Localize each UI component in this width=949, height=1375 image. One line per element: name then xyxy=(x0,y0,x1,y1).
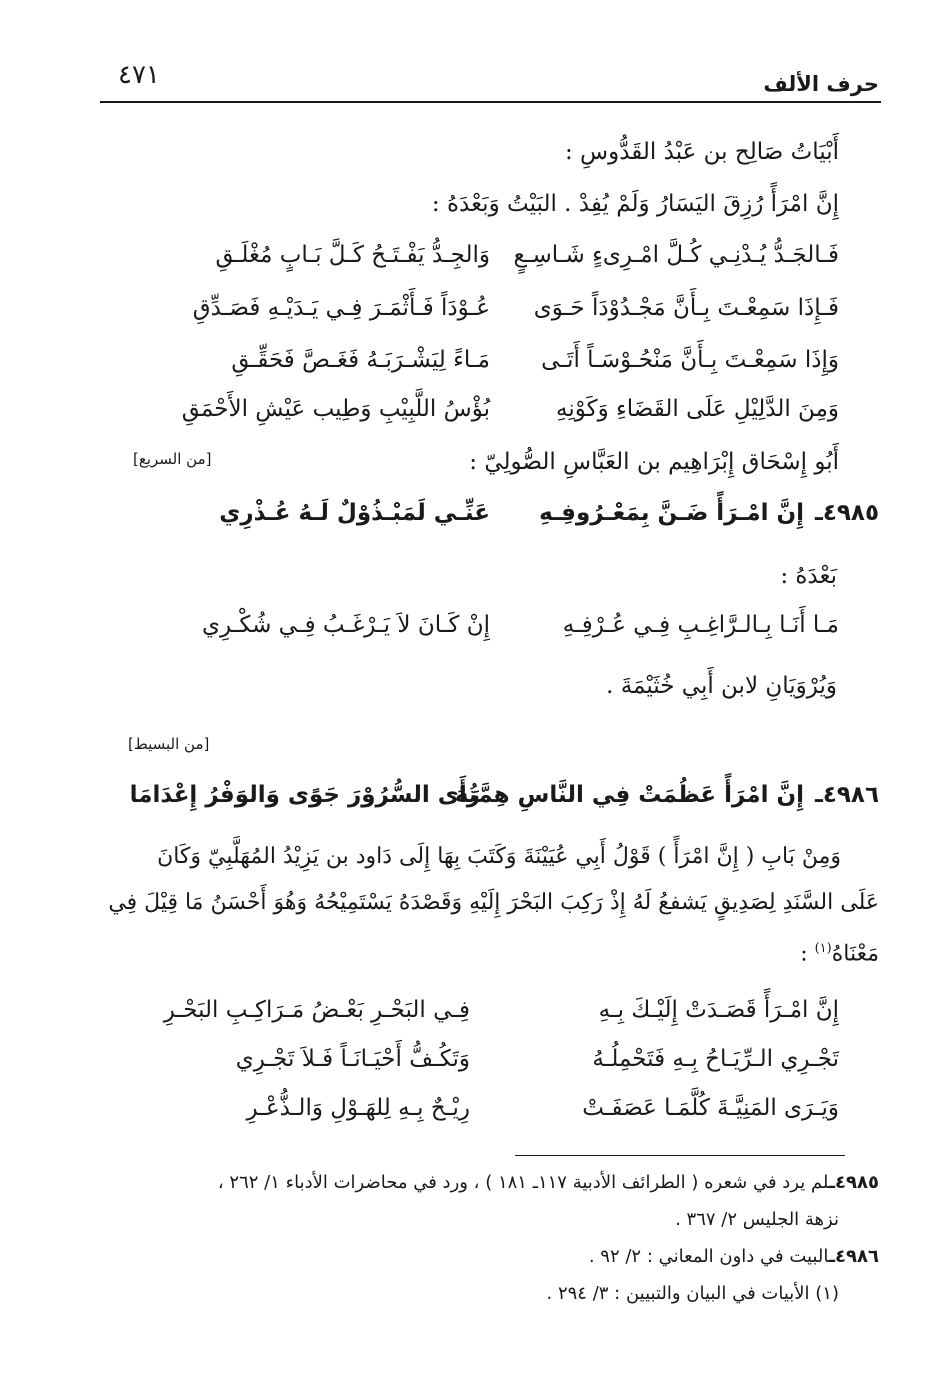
verse-c3-left: رِيْـحٌ بِـهِ لِلهَـوْلِ وَالـذُّعْـرِ xyxy=(246,1095,470,1121)
entry-4986-left: رَأَى السُّرُوْرَ جَوًى وَالوَفْرُ إِعْدَامَا xyxy=(129,782,480,808)
entry-4986-number: ٤٩٨٦ـ xyxy=(814,782,879,808)
footnote-4986 xyxy=(90,1244,879,1270)
section-title: حرف الألف xyxy=(763,72,879,96)
poet-b: أَبُو إِسْحَاق إِبْرَاهِيم بن العَبَّاسِ الصُّولِيّ : xyxy=(469,449,839,475)
verse-b2-left: إِنْ كَـانَ لاَ يَـرْغَـبُ فِـي شُكْـرِي xyxy=(201,612,490,638)
verse-a1-right: فَـالجَـدُّ يُـدْنِـي كُـلَّ امْـرِىءٍ شَـاسِـعٍ xyxy=(513,242,839,268)
verse-c2-left: وَتَكُـفُّ أَحْيَـانَـاً فَـلاَ تَجْـرِي xyxy=(235,1046,470,1072)
prose-word: مَعْنَاهُ xyxy=(831,941,879,967)
entry-4985-number: ٤٩٨٥ـ xyxy=(814,500,879,526)
verse-a4-left: بُؤْسُ اللَّبِيْبِ وَطِيب عَيْشِ الأَحْمَقِ xyxy=(181,396,490,422)
entry-4986-right: إِنَّ امْرَأً عَظُمَتْ فِي النَّاسِ هِمَّتُهُ xyxy=(454,782,804,808)
footnote-ref[interactable]: (١) xyxy=(814,941,832,956)
footnote-number: (١) xyxy=(815,1283,839,1304)
meter-c: [من البسيط] xyxy=(128,735,210,753)
footnote-text: البيت في داون المعاني : ٢/ ٩٢ . xyxy=(588,1246,829,1267)
footnote-rule xyxy=(515,1155,845,1156)
footnote-4985 xyxy=(90,1170,879,1196)
verse-a2-left: عُـوْدَاً فَـأَثْمَـرَ فِـي يَـدَيْـهِ فَصَـدِّقِ xyxy=(192,295,490,321)
verse-a2-right: فَـإِذَا سَمِعْـتَ بِـأَنَّ مَجْـدُوْدَاً حَـوَى xyxy=(533,295,839,321)
footnote-1 xyxy=(90,1281,839,1307)
verse-c1-left: فِـي البَحْـرِ بَعْـضُ مَـرَاكِـبِ البَحْـرِ xyxy=(163,997,470,1023)
page-number: ٤٧١ xyxy=(118,60,160,90)
header-rule xyxy=(100,101,881,103)
prose-line-3 xyxy=(95,930,879,973)
entry-4985-right: إِنَّ امْـرَأً ضَـنَّ بِمَعْـرُوفِـهِ xyxy=(539,500,804,526)
prose-line-1: وَمِنْ بَابِ ( إِنَّ امْرَأً ) قَوْلُ أَبِي عُيَيْنَةَ وَكَتَبَ بِهَا إِلَى دَاود بن يَزِيْدُ المُهَلَّبِيّ وَكَانَ xyxy=(157,844,841,869)
verse-a3-left: مَـاءً لِيَشْـرَبَـهُ فَغَـصَّ فَحَقِّـقِ xyxy=(231,347,490,373)
footnote-number: ٤٩٨٦ـ xyxy=(828,1246,879,1267)
verse-c1-right: إِنَّ امْـرَأً قَصَـدَتْ إِلَيْـكَ بِـهِ xyxy=(598,997,839,1023)
verse-b2-right: مَـا أَنَـا بِـالـرَّاغِـبِ فِـي عُـرْفِـهِ xyxy=(562,612,839,638)
attribution: وَيُرْوَيَانِ لابن أَبِي خُثَيْمَةَ . xyxy=(606,673,837,699)
verse-a1-left: وَالجِـدُّ يَفْـتَـحُ كَـلَّ بَـابٍ مُغْلَـقِ xyxy=(215,242,490,268)
footnote-text: لم يرد في شعره ( الطرائف الأدبية ١١٧ـ ١٨١ ) ، ورد في محاضرات الأدباء ١/ ٢٦٢ ، xyxy=(217,1172,829,1193)
verse-c3-right: وَيَـرَى المَنِيَّـةَ كُلَّمَـا عَصَفَـتْ xyxy=(582,1095,839,1121)
meter-b: [من السريع] xyxy=(133,450,212,468)
verse-a4-right: وَمِنَ الدَّلِيْلِ عَلَى القَضَاءِ وَكَوْنِهِ xyxy=(556,396,839,422)
entry-4985-left: عَنِّـي لَمَبْـذُوْلٌ لَـهُ عُـذْرِي xyxy=(219,500,490,526)
prose-colon: : xyxy=(800,941,815,967)
intro-line-1: أَبْيَاتُ صَالِح بن عَبْدُ القَدُّوسِ : xyxy=(564,139,839,165)
prose-line-2: عَلَى السَّنَدِ لِصَدِيقٍ يَشفعُ لَهُ إِذْ رَكِبَ البَحْرَ إِلَيْهِ وَقَصْدَهُ يَسْتَمِيْحُهُ وَهُوَ أَحْسَنُ مَا قِيْلَ فِي xyxy=(108,890,879,915)
verse-a3-right: وَإِذَا سَمِعْـتَ بِـأَنَّ مَنْحُـوْسَـاً أَتَـى xyxy=(541,347,839,373)
intro-line-2: إِنَّ امْرَأً رُزِقَ اليَسَارُ وَلَمْ يُفِدْ . البَيْتُ وَبَعْدَهُ : xyxy=(431,191,839,217)
footnote-number: ٤٩٨٥ـ xyxy=(828,1172,879,1193)
verse-c2-right: تَجْـرِي الـرِّيَـاحُ بِـهِ فَتَحْمِلُـهُ xyxy=(592,1046,839,1072)
after-label: بَعْدَهُ : xyxy=(780,563,837,589)
footnote-text: الأبيات في البيان والتبيين : ٣/ ٢٩٤ . xyxy=(546,1283,810,1304)
footnote-4985-cont: نزهة الجليس ٢/ ٣٦٧ . xyxy=(675,1209,839,1230)
